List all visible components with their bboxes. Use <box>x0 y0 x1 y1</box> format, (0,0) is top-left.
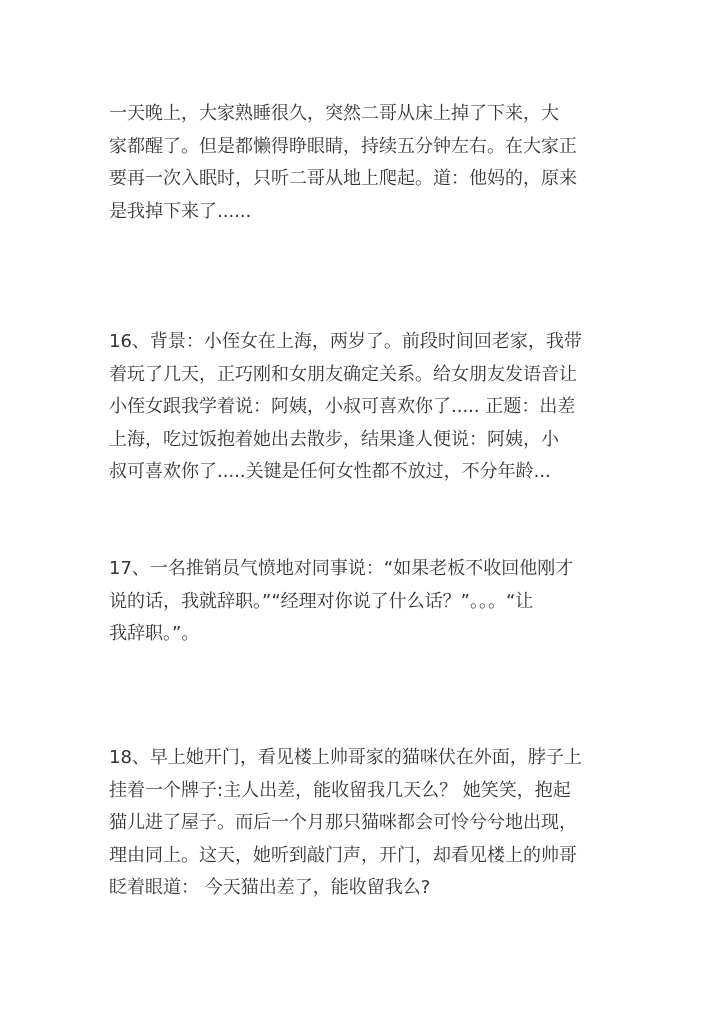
text-line: 猫儿进了屋子。而后一个月那只猫咪都会可怜兮兮地出现， <box>109 812 577 833</box>
paragraph-story-18 <box>109 742 582 905</box>
text-line: 要再一次入眠时，只听二哥从地上爬起。道：他妈的，原来 <box>109 168 577 189</box>
text-line: 我辞职。”。 <box>109 623 200 644</box>
text-line: 眨着眼道： 今天猫出差了，能收留我么? <box>109 877 431 898</box>
text-line: 小侄女跟我学着说：阿姨，小叔可喜欢你了..... 正题：出差 <box>109 396 576 417</box>
text-line: 说的话，我就辞职。”“经理对你说了什么话？”。。。“让 <box>109 590 534 612</box>
text-line: 叔可喜欢你了.....关键是任何女性都不放过，不分年龄... <box>109 461 551 482</box>
text-line: 上海，吃过饭抱着她出去散步，结果逢人便说：阿姨，小 <box>109 428 559 450</box>
text-line: 17、一名推销员气愤地对同事说：“如果老板不收回他刚才 <box>109 558 574 579</box>
text-line: 是我掉下来了...... <box>109 200 252 222</box>
text-line: 着玩了几天，正巧刚和女朋友确定关系。给女朋友发语音让 <box>109 363 577 385</box>
text-line: 16、背景：小侄女在上海，两岁了。前段时间回老家，我带 <box>109 331 582 352</box>
paragraph-story-16 <box>109 326 582 489</box>
paragraph-story-17 <box>109 553 573 651</box>
text-line: 家都醒了。但是都懒得睁眼睛，持续五分钟左右。在大家正 <box>109 135 577 157</box>
text-line: 一天晚上，大家熟睡很久，突然二哥从床上掉了下来，大 <box>109 103 559 124</box>
text-line: 18、早上她开门，看见楼上帅哥家的猫咪伏在外面，脖子上 <box>109 747 582 768</box>
paragraph-story-1 <box>109 98 577 228</box>
text-line: 挂着一个牌子:主人出差，能收留我几天么？ 她笑笑，抱起 <box>109 779 571 801</box>
text-line: 理由同上。这天，她听到敲门声，开门，却看见楼上的帅哥 <box>109 844 577 866</box>
